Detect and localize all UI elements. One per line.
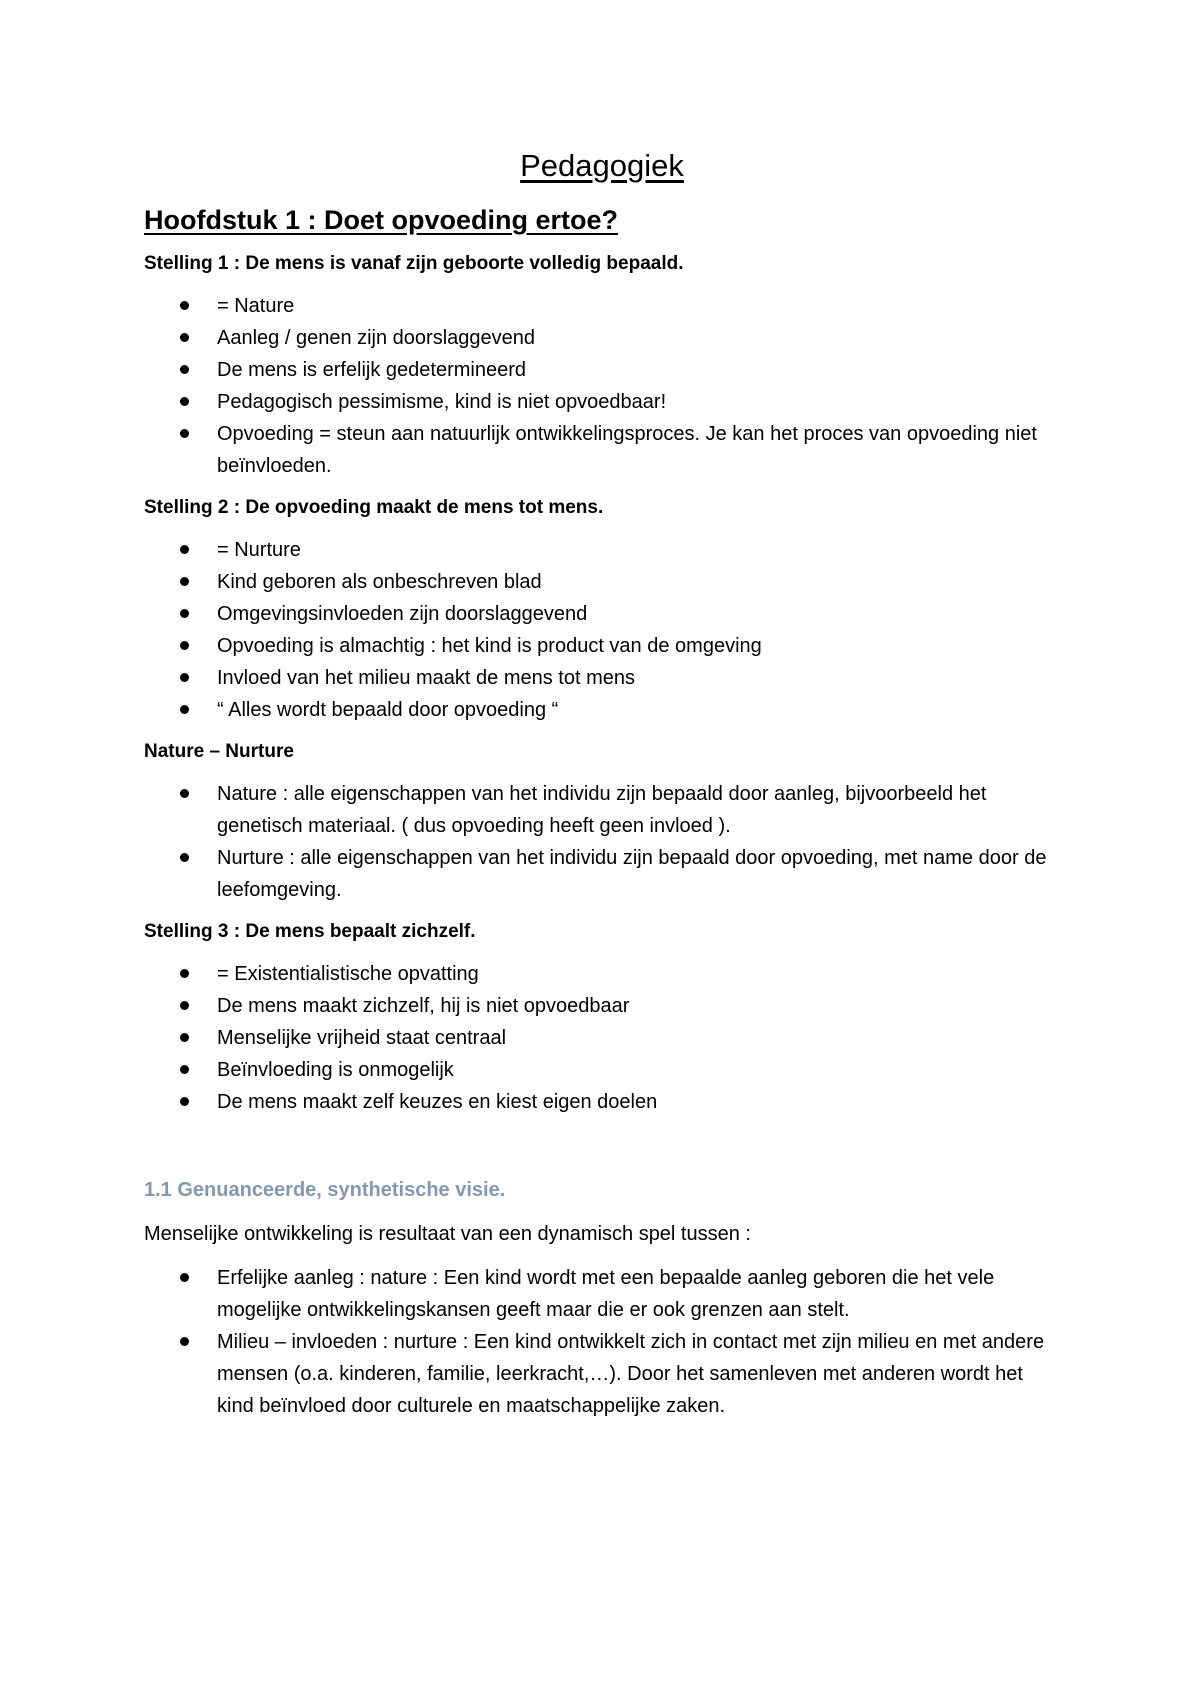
list-item-text: Menselijke vrijheid staat centraal (217, 1027, 507, 1049)
list-item-text: = Nature (217, 295, 295, 317)
list-item (144, 354, 1060, 386)
bullet-icon (180, 641, 189, 650)
list-item (144, 598, 1060, 630)
bullet-icon (180, 1097, 189, 1106)
list-item-text: Omgevingsinvloeden zijn doorslaggevend (217, 603, 588, 625)
document-title: Pedagogiek (520, 148, 684, 183)
list-item-text: Nature : alle eigenschappen van het individu zijn bepaald door aanleg, bijvoorbeeld het genetisch materiaal. ( dus opvoeding heeft geen invloed ). (217, 783, 987, 837)
list-item-text: De mens maakt zichzelf, hij is niet opvoedbaar (217, 995, 630, 1017)
bullet-icon (180, 1001, 189, 1010)
section-1-1-intro: Menselijke ontwikkeling is resultaat van een dynamisch spel tussen : (144, 1223, 751, 1245)
list-item (144, 958, 1060, 990)
bullet-icon (180, 969, 189, 978)
list-item-text: Nurture : alle eigenschappen van het individu zijn bepaald door opvoeding, met name door de leefomgeving. (217, 847, 1047, 901)
section-1-1-list (144, 1262, 1060, 1422)
list-item-text: Pedagogisch pessimisme, kind is niet opvoedbaar! (217, 391, 667, 413)
list-item (144, 1022, 1060, 1054)
list-item (144, 386, 1060, 418)
list-item-text: = Existentialistische opvatting (217, 963, 479, 985)
list-item (144, 662, 1060, 694)
bullet-icon (180, 705, 189, 714)
list-item-text: De mens is erfelijk gedetermineerd (217, 359, 527, 381)
list-item-text: Kind geboren als onbeschreven blad (217, 571, 542, 593)
list-item-text: Opvoeding is almachtig : het kind is product van de omgeving (217, 635, 762, 657)
bullet-icon (180, 365, 189, 374)
chapter-title: Hoofdstuk 1 : Doet opvoeding ertoe? (144, 205, 619, 235)
list-item-text: De mens maakt zelf keuzes en kiest eigen doelen (217, 1091, 658, 1113)
list-item (144, 1086, 1060, 1118)
bullet-icon (180, 1273, 189, 1282)
stelling-3-list (144, 958, 1060, 1118)
stelling-3-heading: Stelling 3 : De mens bepaalt zichzelf. (144, 921, 476, 942)
list-item-text: Erfelijke aanleg : nature : Een kind wordt met een bepaalde aanleg geboren die het vele mogelijke ontwikkelingskansen geeft maar die er ook grenzen aan stelt. (217, 1267, 995, 1321)
list-item (144, 842, 1060, 906)
list-item-text: Opvoeding = steun aan natuurlijk ontwikkelingsproces. Je kan het proces van opvoeding niet beïnvloeden. (217, 423, 1037, 477)
list-item (144, 322, 1060, 354)
bullet-icon (180, 789, 189, 798)
list-item-text: “ Alles wordt bepaald door opvoeding “ (217, 699, 559, 721)
list-item (144, 1262, 1060, 1326)
stelling-1-heading: Stelling 1 : De mens is vanaf zijn geboorte volledig bepaald. (144, 253, 684, 274)
stelling-2-heading: Stelling 2 : De opvoeding maakt de mens tot mens. (144, 497, 604, 518)
list-item (144, 566, 1060, 598)
bullet-icon (180, 577, 189, 586)
list-item (144, 630, 1060, 662)
list-item (144, 1054, 1060, 1086)
bullet-icon (180, 429, 189, 438)
list-item (144, 1326, 1060, 1422)
list-item (144, 778, 1060, 842)
bullet-icon (180, 1065, 189, 1074)
list-item (144, 694, 1060, 726)
nature-nurture-list (144, 778, 1060, 906)
list-item (144, 290, 1060, 322)
list-item-text: Beïnvloeding is onmogelijk (217, 1059, 454, 1081)
list-item (144, 990, 1060, 1022)
bullet-icon (180, 333, 189, 342)
bullet-icon (180, 301, 189, 310)
bullet-icon (180, 545, 189, 554)
list-item-text: = Nurture (217, 539, 301, 561)
bullet-icon (180, 397, 189, 406)
bullet-icon (180, 1337, 189, 1346)
bullet-icon (180, 1033, 189, 1042)
list-item-text: Invloed van het milieu maakt de mens tot mens (217, 667, 635, 689)
list-item (144, 534, 1060, 566)
stelling-2-list (144, 534, 1060, 726)
stelling-1-list (144, 290, 1060, 482)
list-item (144, 418, 1060, 482)
list-item-text: Aanleg / genen zijn doorslaggevend (217, 327, 536, 349)
bullet-icon (180, 609, 189, 618)
bullet-icon (180, 853, 189, 862)
section-1-1-heading: 1.1 Genuanceerde, synthetische visie. (144, 1179, 506, 1201)
list-item-text: Milieu – invloeden : nurture : Een kind ontwikkelt zich in contact met zijn milieu en met andere mensen (o.a. kinderen, familie, leerkracht,…). Door het samenleven met anderen wordt het kind beïnvloed door culturele en maatschappelijke zaken. (217, 1331, 1045, 1417)
bullet-icon (180, 673, 189, 682)
nature-nurture-heading: Nature – Nurture (144, 741, 294, 762)
